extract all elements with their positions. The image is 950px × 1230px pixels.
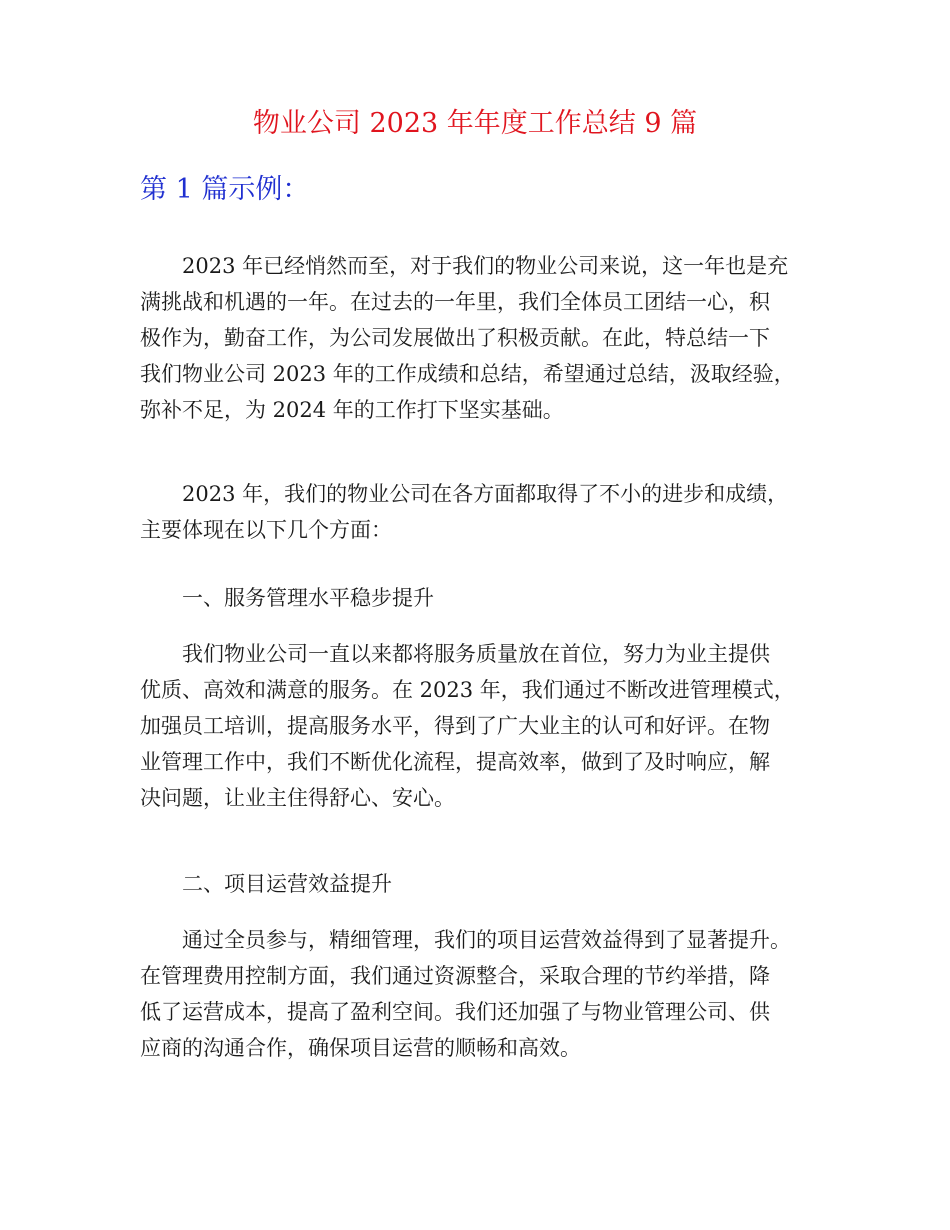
paragraph-intro bbox=[140, 248, 840, 428]
paragraph-line: 弥补不足，为 2024 年的工作打下坚实基础。 bbox=[140, 398, 564, 422]
subheading-operations bbox=[140, 866, 840, 902]
subheading-text: 二、项目运营效益提升 bbox=[182, 872, 392, 896]
paragraph-line: 决问题，让业主住得舒心、安心。 bbox=[140, 786, 455, 810]
paragraph-line: 我们物业公司一直以来都将服务质量放在首位，努力为业主提供 bbox=[182, 642, 770, 666]
paragraph-line: 2023 年，我们的物业公司在各方面都取得了不小的进步和成绩， bbox=[182, 482, 789, 506]
paragraph-overview bbox=[140, 476, 840, 548]
paragraph-line: 加强员工培训，提高服务水平，得到了广大业主的认可和好评。在物 bbox=[140, 714, 770, 738]
paragraph-line: 2023 年已经悄然而至，对于我们的物业公司来说，这一年也是充 bbox=[182, 254, 789, 278]
document-title: 物业公司 2023 年年度工作总结 9 篇 bbox=[252, 108, 698, 139]
section-heading: 第 1 篇示例： bbox=[140, 174, 310, 205]
paragraph-line: 满挑战和机遇的一年。在过去的一年里，我们全体员工团结一心，积 bbox=[140, 290, 770, 314]
paragraph-line: 优质、高效和满意的服务。在 2023 年，我们通过不断改进管理模式， bbox=[140, 678, 795, 702]
paragraph-line: 我们物业公司 2023 年的工作成绩和总结，希望通过总结，汲取经验， bbox=[140, 362, 795, 386]
paragraph-line: 低了运营成本，提高了盈利空间。我们还加强了与物业管理公司、供 bbox=[140, 1000, 770, 1024]
paragraph-line: 在管理费用控制方面，我们通过资源整合，采取合理的节约举措，降 bbox=[140, 964, 770, 988]
paragraph-line: 应商的沟通合作，确保项目运营的顺畅和高效。 bbox=[140, 1036, 581, 1060]
paragraph-line: 通过全员参与，精细管理，我们的项目运营效益得到了显著提升。 bbox=[182, 928, 791, 952]
subheading-text: 一、服务管理水平稳步提升 bbox=[182, 586, 434, 610]
paragraph-operations bbox=[140, 922, 840, 1066]
subheading-service bbox=[140, 580, 840, 616]
paragraph-line: 主要体现在以下几个方面： bbox=[140, 518, 392, 542]
paragraph-line: 业管理工作中，我们不断优化流程，提高效率，做到了及时响应，解 bbox=[140, 750, 770, 774]
paragraph-service bbox=[140, 636, 840, 816]
paragraph-line: 极作为，勤奋工作，为公司发展做出了积极贡献。在此，特总结一下 bbox=[140, 326, 770, 350]
